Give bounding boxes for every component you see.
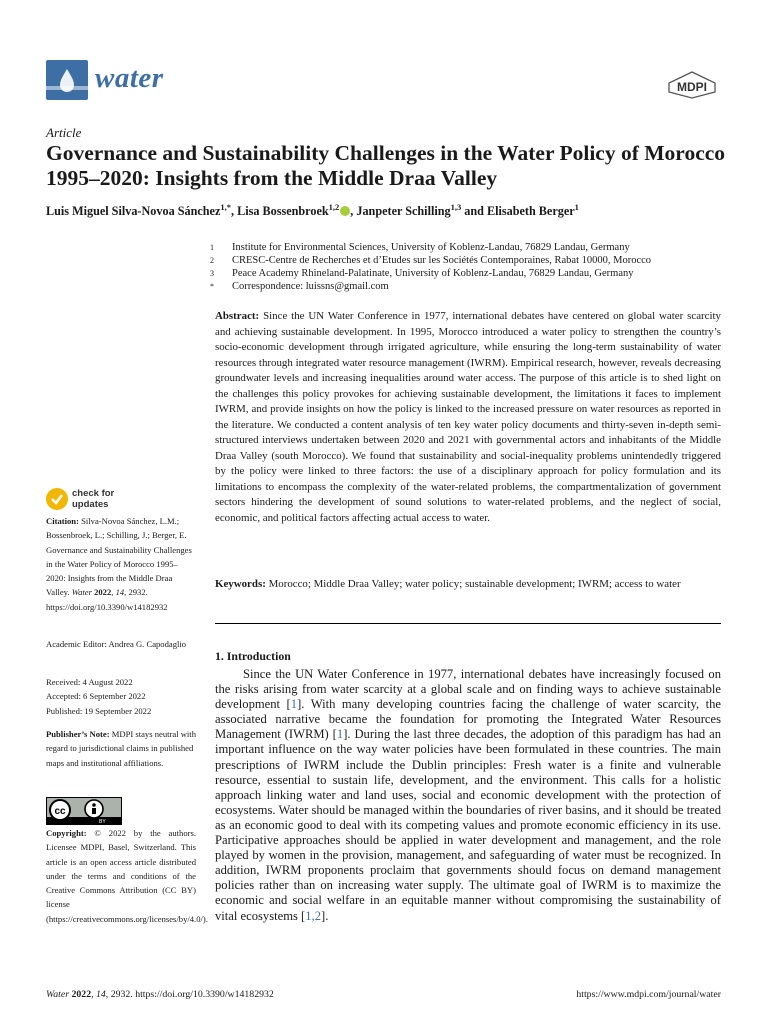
svg-text:MDPI: MDPI [677,80,707,94]
footer-citation: Water 2022, 14, 2932. https://doi.org/10.3390/w14182932 [46,989,274,1000]
publishers-note: Publisher’s Note: MDPI stays neutral with regard to jurisdictional claims in published maps and institutional affiliations. [46,729,196,768]
keywords-label: Keywords: [215,578,266,590]
affiliation-item: 1 Institute for Environmental Sciences, University of Koblenz-Landau, 76829 Landau, Germany [210,242,630,253]
copyright-notice: Copyright: © 2022 by the authors. Licensee MDPI, Basel, Switzerland. This article is an open access article distributed under the terms and conditions of the Creative Commons Attribution (CC BY) license (https://creativecommons.org/licenses/by/4.0/). [46,828,208,924]
keywords [215,577,721,593]
svg-text:BY: BY [99,819,106,824]
paper-title: Governance and Sustainability Challenges in the Water Policy of Morocco 1995–2020: Insights from the Middle Draa Valley [46,141,726,190]
abstract-text: Since the UN Water Conference in 1977, international debates have centered on global water scarcity and achieving sustainable development. In 1995, Morocco introduced a water policy to strengthen the country’s socio-economic development through irrigated agriculture, while ensuring the long-term sustainability of water resources through integrated water resource management (IWRM). Empirical research, however, reveals decreasing groundwater levels and increasing inequalities around water access. The purpose of this article is to shed light on the challenges this policy provokes for achieving sustainable development, the limitations it faces to implement IWRM, and provide insights on how the policy is linked to the increased pressure on water resources as reported in the literature. We conducted a content analysis of ten key water policy documents and thirty-seven in-depth semi-structured interviews undertaken between 2020 and 2021 with governmental actors and inhabitants of the Middle Draa Valley (south Morocco). We found that sustainability and social-inequality problems unintendedly triggered by the policy were linked to three factors: the use of a disciplinary approach for policy formulation and its limitations to encompass the complexity of the water-related problems, the compartmentalization of government sectors hindering the development of sound solutions to water-related problems, and the neglect of social, economic, and political factors affecting actual access to water. [215,310,721,524]
keywords-text: Morocco; Middle Draa Valley; water policy; sustainable development; IWRM; access to water [268,578,681,590]
journal-name: water [95,62,164,94]
mdpi-logo-icon [665,70,719,100]
citation-block: Citation: Silva-Novoa Sánchez, L.M.; Bossenbroek, L.; Schilling, J.; Berger, E. Governance and Sustainability Challenges in the Water Policy of Morocco 1995–2020: Insights from the Middle Draa Valley. Water 2022, 14, 2932. https://doi.org/10.3390/w14182932 [46,516,192,612]
author-name: Janpeter Schilling [356,204,451,219]
author-name: Lisa Bossenbroek [237,204,329,219]
author-name: Elisabeth Berger [486,204,575,219]
check-for-updates-button[interactable]: check for updates [72,488,115,510]
citation-doi-link[interactable]: , 2932. https://doi.org/10.3390/w14182932 [46,587,168,612]
intro-paragraph: Since the UN Water Conference in 1977, international debates have increasingly focused on the risks arising from water scarcity at a global scale and on finding ways to achieve sustainable development [1]. With many developing countries facing the challenge of water scarcity, the associated narrative became the foundation for promoting the Integrated Water Resources Management (IWRM) [1]. During the last three decades, the adoption of this paradigm has had an important influence on the way water policies have been formulated in these countries. The main prescriptions of IWRM include the Dublin principles: Fresh water is a finite and vulnerable resource, essential to sustain life, development, and the environment. This calls for a holistic approach linking water and land uses, social and economic development with the protection of ecosystems. Water should be managed within the boundaries of river basins, and it should be treated as an economic good to deal with its competing values and promote economic efficiency in its use. Participative approaches should be applied in water development and management, and the role played by women in the provision, management, and safeguarding of water must be recognized. In addition, IWRM proponents proclaim that governments should focus on demand management policies rather than on increasing water supply. The ultimate goal of IWRM is to maximize the economic and social welfare in an equitable manner without compromising the sustainability of vital ecosystems [1,2]. [215,667,721,923]
author-sup: 1,3 [450,202,462,212]
affiliation-item: 3 Peace Academy Rhineland-Palatinate, University of Koblenz-Landau, 76829 Landau, Germany [210,268,634,279]
section-divider [215,623,721,624]
section-heading: 1. Introduction [215,649,291,663]
academic-editor: Academic Editor: Andrea G. Capodaglio [46,639,187,649]
affiliation-item: 2 CRESC-Centre de Recherches et d’Etudes sur les Sociétés Contemporaines, Rabat 10000, Morocco [210,255,652,266]
affiliations [210,241,730,293]
orcid-icon[interactable] [340,206,350,216]
svg-text:cc: cc [54,806,66,817]
author-sup: 1,2 [328,202,340,212]
journal-url-link[interactable]: https://www.mdpi.com/journal/water [576,989,721,1000]
published-date: Published: 19 September 2022 [46,705,152,716]
mdpi-logo[interactable] [665,70,719,100]
article-type: Article [46,125,82,140]
author-name: Luis Miguel Silva-Novoa Sánchez [46,204,221,219]
received-date: Received: 4 August 2022 [46,677,133,687]
citation-link[interactable]: 1 [336,727,344,742]
journal-logo [46,60,88,100]
publication-dates [46,675,196,718]
abstract [215,309,721,526]
check-for-updates-icon[interactable] [46,488,68,510]
correspondence: * Correspondence: luissns@gmail.com [210,281,389,292]
author-list: Luis Miguel Silva-Novoa Sánchez$^{1,*}$, Lisa Bossenbroek$^{1,2}$ , Janpeter Schilling$^{1,3}$ and Elisabeth Berger$^1$ [46,202,579,219]
citation-link[interactable]: 1 [290,697,298,712]
author-sup: 1 [574,202,579,212]
cc-by-license-badge[interactable] [46,797,122,825]
abstract-label: Abstract: [215,310,260,322]
accepted-date: Accepted: 6 September 2022 [46,691,146,702]
water-drop-icon [46,60,88,100]
footer-doi-link[interactable]: , 2932. https://doi.org/10.3390/w14182932 [105,989,274,1000]
author-sup: 1,* [220,202,231,212]
citation-link[interactable]: 1,2 [305,908,321,923]
